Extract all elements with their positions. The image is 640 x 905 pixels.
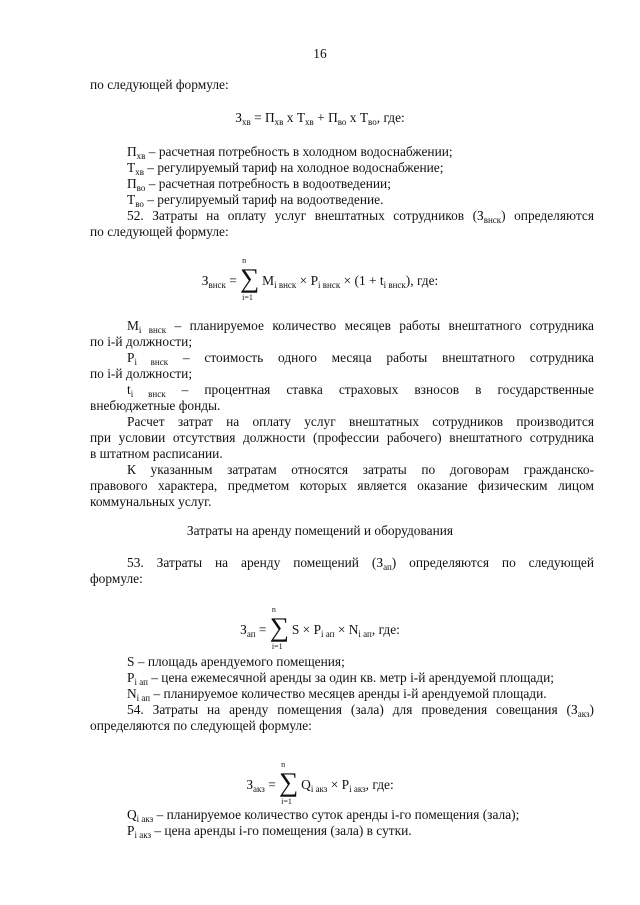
text-line: по i-й должности; [90, 334, 193, 349]
definition-line: $P_{i ап}$ – цена ежемесячной аренды за один кв. метр i-й арендуемой площади; [127, 670, 554, 687]
definition-line: $Q_{i акз}$ – планируемое количество суток аренды i-го помещения (зала); [127, 807, 520, 824]
definition-line: S – площадь арендуемого помещения; [127, 654, 345, 669]
text-line: в штатном расписании. [90, 446, 223, 461]
sum-symbol: n ∑ i=1 [269, 605, 290, 651]
page-number: 16 [313, 46, 327, 61]
definition-line: $P_{i внск}$ – стоимость одного месяца работы внештатного сотрудника [127, 350, 594, 367]
text-line: по следующей формуле: [90, 77, 229, 92]
section-heading: Затраты на аренду помещений и оборудования [186, 523, 454, 538]
definition-line: $P_{i акз}$ – цена аренды i-го помещения (зала) в сутки. [127, 823, 412, 840]
definition-line: $П_{хв}$ – расчетная потребность в холодном водоснабжении; [127, 144, 453, 161]
paragraph-line: правового характера, предметом которых является оказание физическим лицом [90, 478, 594, 493]
formula-cold-water: $З_{хв} = П_{хв}$ x $Т_{хв} + П_{во}$ x $Т_{во}$, где: [235, 110, 405, 127]
paragraph-line: К указанным затратам относятся затраты по договорам гражданско- [127, 462, 594, 477]
paragraph-line: 53. Затраты на аренду помещений $(З_{ап})$ определяются по следующей [127, 555, 595, 572]
definition-line: $M_{i внск}$ – планируемое количество месяцев работы внештатного сотрудника [127, 318, 594, 335]
sum-symbol: n ∑ i=1 [279, 760, 299, 806]
text-line: коммунальных услуг. [90, 494, 212, 509]
formula-premises-rent: $З_{ап}$ = n ∑ i=1 $S \times P_{i ап} \times N_{i ап}$, где: [240, 605, 400, 651]
formula-freelance-staff: $З_{внск}$ = n ∑ i=1 $M_{i внск} \times P_{i внск} \times (1 + t_{i внск})$, где: [201, 256, 439, 302]
definition-line: $П_{во}$ – расчетная потребность в водоотведении; [127, 176, 391, 193]
definition-line: $t_{i внск}$ – процентная ставка страховых взносов в государственные [127, 382, 594, 399]
sum-symbol: n ∑ i=1 [240, 256, 260, 302]
formula-meeting-hall-rent: $З_{акз}$ = n ∑ i=1 $Q_{i акз} \times P_{i акз}$, где: [246, 760, 394, 806]
text-line: формуле: [90, 571, 143, 586]
paragraph-line: Расчет затрат на оплату услуг внештатных сотрудников производится [127, 414, 594, 429]
definition-line: $Т_{хв}$ – регулируемый тариф на холодное водоснабжение; [127, 160, 444, 177]
definition-line: $Т_{во}$ – регулируемый тариф на водоотведение. [127, 192, 384, 209]
text-line: по i-й должности; [90, 366, 193, 381]
paragraph-line: 54. Затраты на аренду помещения (зала) для проведения совещания $(З_{акз})$ [127, 702, 594, 719]
text-line: по следующей формуле: [90, 224, 229, 239]
text-line: внебюджетные фонды. [90, 398, 221, 413]
text-line: определяются по следующей формуле: [90, 718, 312, 733]
definition-line: $N_{i ап}$ – планируемое количество месяцев аренды i-й арендуемой площади. [127, 686, 547, 703]
paragraph-line: 52. Затраты на оплату услуг внештатных сотрудников $(З_{внск})$ определяются [127, 208, 594, 225]
paragraph-line: при условии отсутствия должности (профессии рабочего) внештатного сотрудника [90, 430, 594, 445]
